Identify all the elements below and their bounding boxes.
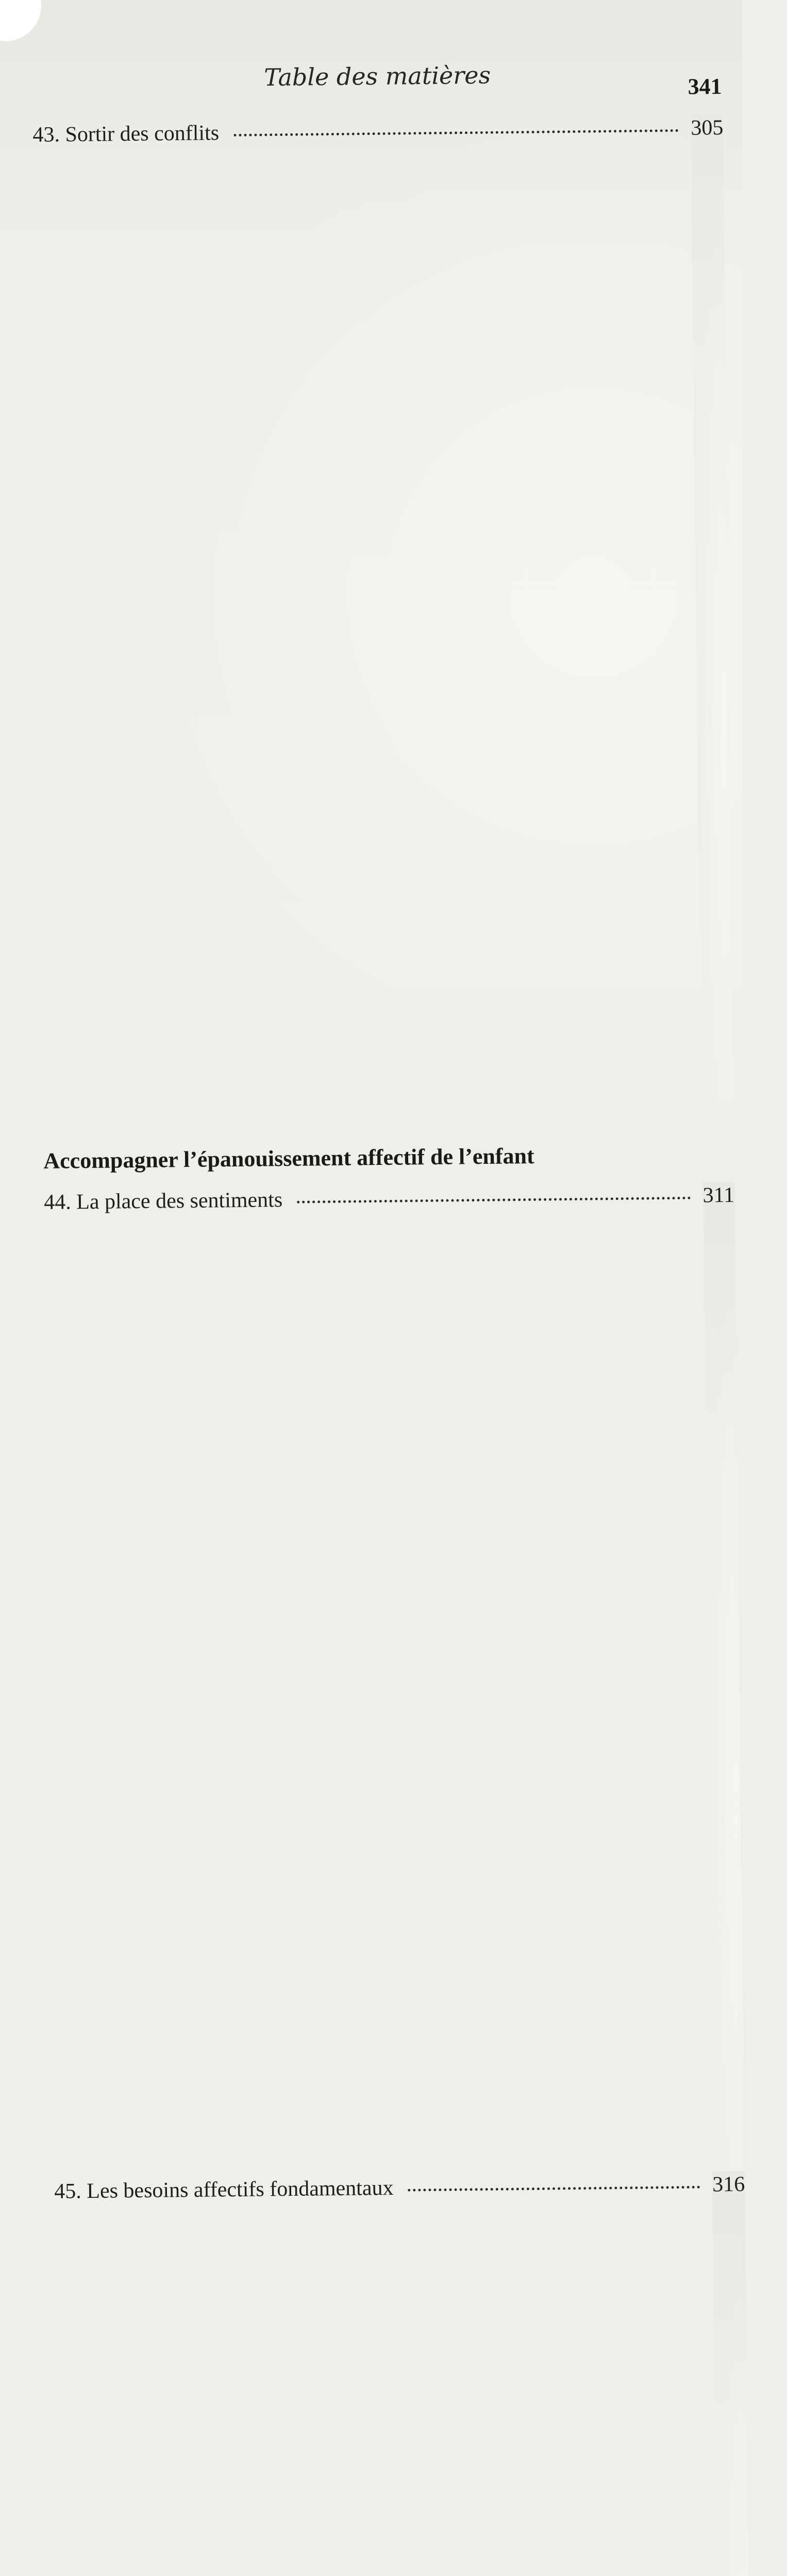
section-heading: Accompagner l’épanouissement affectif de l’enfant	[43, 1143, 534, 1174]
leader-dots	[408, 2186, 700, 2192]
toc-entry-page: 316	[712, 2171, 755, 2576]
running-head	[32, 55, 723, 108]
toc-entry-label: 43. Sortir des conflits	[32, 121, 220, 147]
toc-entry-page: 311	[702, 1182, 745, 2172]
toc-entry-page: 305	[691, 114, 733, 1104]
page-corner	[0, 0, 41, 41]
toc-entry-label: 45. Les besoins affectifs fondamentaux	[54, 2176, 394, 2204]
toc-entry-label: 44. La place des sentiments	[43, 1188, 283, 1214]
toc-entry	[54, 2171, 755, 2576]
table-of-contents	[32, 55, 787, 2576]
leader-dots	[233, 129, 678, 137]
running-head-title: Table des matières	[264, 61, 491, 92]
toc-entry	[44, 1182, 745, 2178]
toc-entry	[32, 114, 733, 1111]
page-number: 341	[688, 73, 722, 99]
leader-dots	[297, 1197, 691, 1204]
